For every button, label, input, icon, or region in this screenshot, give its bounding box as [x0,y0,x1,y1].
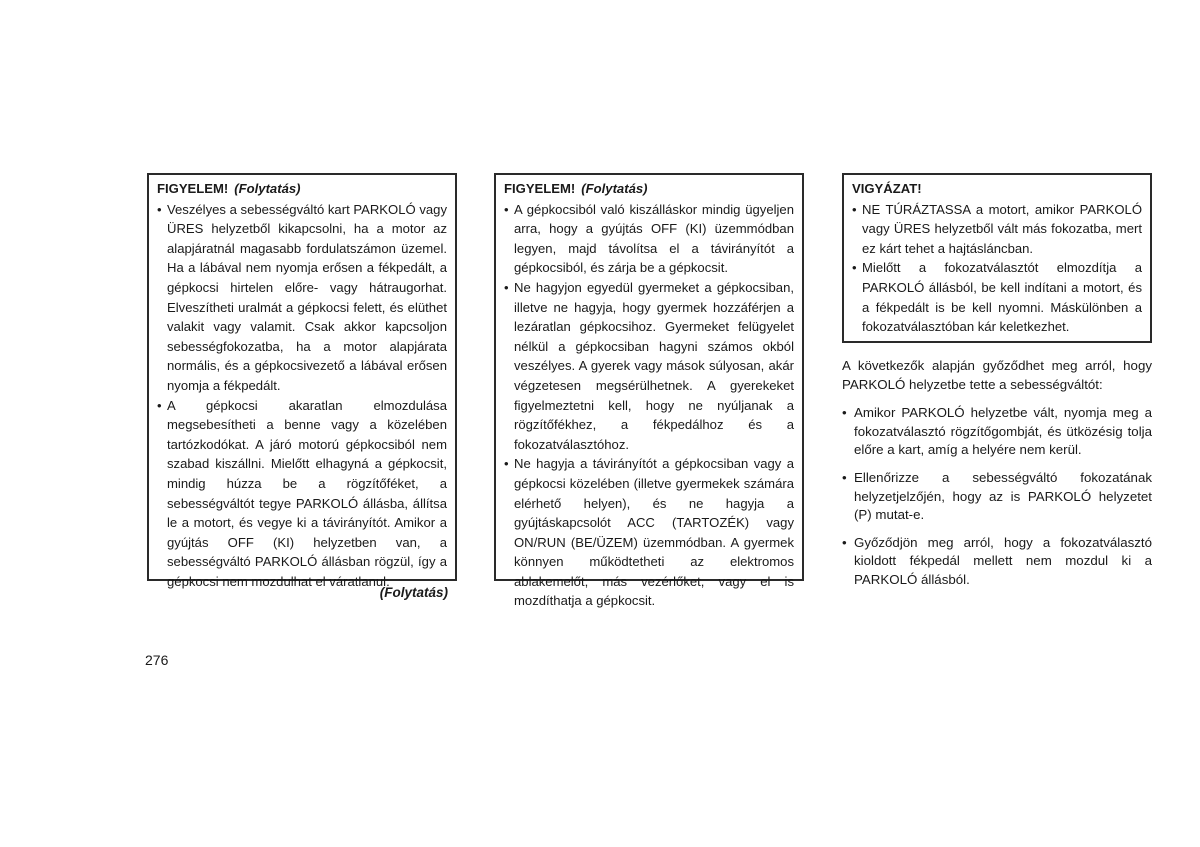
list-item: • A gépkocsiból való kiszálláskor mindig ügyeljen arra, hogy a gyújtás OFF (KI) üzemmódban legyen, majd távolítsa el a távirányítót a gépkocsiból, és zárja be a gépkocsit. [504,200,794,278]
list-item: • Mielőtt a fokozatválasztót elmozdítja a PARKOLÓ állásból, be kell indítani a motort, és a fékpedált is be kell nyomni. Máskülönben a fokozatválasztóban kár keletkezhet. [852,258,1142,336]
list-item: • Ne hagyjon egyedül gyermeket a gépkocsiban, illetve ne hagyja, hogy gyermek hozzáférjen a lezáratlan gépkocsihoz. Gyermeket felügyelet nélkül a gépkocsiban hagyni számos okból veszélyes. A gyerek vagy mások súlyosan, akár végzetesen megsérülhetnek. A gyerekeket figyelmeztetni kell, hogy ne nyúljanak a rögzítőfékhez, a fékpedálhoz és a fokozatválasztóhoz. [504,278,794,454]
warning-list [157,200,447,592]
section-intro: A következők alapján győződhet meg arról, hogy PARKOLÓ helyzetbe tette a sebességváltót: [842,358,1152,392]
page-number: 276 [145,652,169,668]
continued-label: (Folytatás) [379,585,448,600]
park-check-list [842,404,1152,589]
warning-box-2 [494,173,804,609]
warning-box-1 [147,173,457,589]
list-item: • Ne hagyja a távirányítót a gépkocsiban vagy a gépkocsi közelében (illetve gyermekek számára elérhető helyen), és ne hagyja a gyújtáskapcsolót ACC (TARTOZÉK) vagy ON/RUN (BE/ÜZEM) üzemmódban. A gyermek könnyen működtetheti az elektromos ablakemelőt, más vezérlőket, vagy el is mozdíthatja a gépkocsit. [504,454,794,611]
list-item: • Győződjön meg arról, hogy a fokozatválasztó kioldott fékpedál mellett nem mozdul ki a PARKOLÓ állásból. [842,534,1152,590]
list-item: • NE TÚRÁZTASSA a motort, amikor PARKOLÓ vagy ÜRES helyzetből vált más fokozatba, mert ez kárt tehet a hajtásláncban. [852,200,1142,259]
list-item: • Amikor PARKOLÓ helyzetbe vált, nyomja meg a fokozatválasztó rögzítőgombját, és ütközésig tolja előre a kart, amíg a helyére nem kerül. [842,404,1152,460]
park-check-section [842,357,1152,599]
caution-box [842,173,1152,343]
list-item: • Veszélyes a sebességváltó kart PARKOLÓ vagy ÜRES helyzetből kikapcsolni, ha a motor az alapjáratnál magasabb fordulatszámon üzemel. Ha a lábával nem nyomja erősen a fékpedált, a gépkocsi hirtelen előre- vagy hátraugorhat. Elveszítheti uralmát a gépkocsi felett, és elüthet valakit vagy valamit. Csak akkor kapcsoljon sebességfokozatba, ha a motor alapjárata normális, és a gépkocsivezető a lábával erősen nyomja a fékpedált. [157,200,447,396]
list-item: • A gépkocsi akaratlan elmozdulása megsebesítheti a benne vagy a közelében tartózkodókat. A járó motorú gépkocsiból nem szabad kiszállni. Mielőtt elhagyná a gépkocsit, mindig húzza be a rögzítőféket, a sebességváltót tegye PARKOLÓ állásba, állítsa le a motort, és vegye ki a távirányítót. Amikor a gyújtás OFF (KI) helyzetben van, a sebességváltó PARKOLÓ állásban rögzül, így a gépkocsi nem mozdulhat el váratlanul. [157,396,447,592]
list-item: • Ellenőrizze a sebességváltó fokozatának helyzetjelzőjén, hogy az is PARKOLÓ helyzetet (P) mutat-e. [842,469,1152,525]
warning-title: FIGYELEM! (Folytatás) [504,181,648,196]
warning-title: FIGYELEM! (Folytatás) [157,181,301,196]
warning-list [504,200,794,611]
caution-title: VIGYÁZAT! [852,181,922,196]
caution-list [852,200,1142,337]
